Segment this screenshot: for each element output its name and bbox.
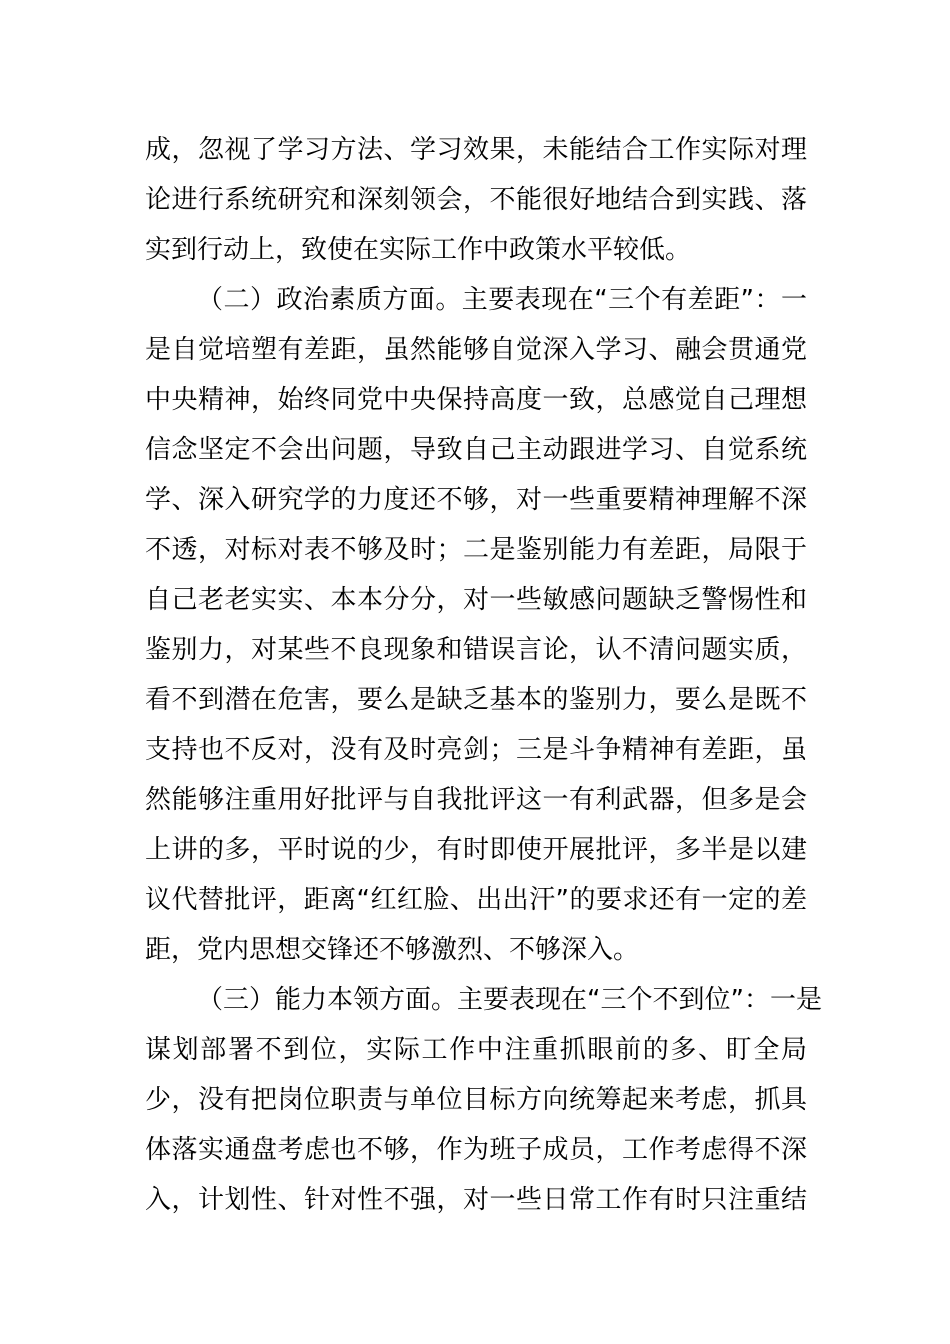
text-line: 自己老老实实、本本分分，对一些敏感问题缺乏警惕性和 bbox=[145, 585, 807, 615]
text-line: 看不到潜在危害，要么是缺乏基本的鉴别力，要么是既不 bbox=[145, 685, 807, 715]
text-line: 距，党内思想交锋还不够激烈、不够深入。 bbox=[145, 935, 640, 965]
section-heading-line: （三）能力本领方面。主要表现在“三个不到位”：一是 bbox=[197, 985, 822, 1015]
section-heading-line: （二）政治素质方面。主要表现在“三个有差距”：一 bbox=[197, 285, 807, 315]
text-line: 上讲的多，平时说的少，有时即使开展批评，多半是以建 bbox=[145, 835, 807, 865]
text-line: 信念坚定不会出问题，导致自己主动跟进学习、自觉系统 bbox=[145, 435, 807, 465]
text-line: 实到行动上，致使在实际工作中政策水平较低。 bbox=[145, 235, 692, 265]
text-line: 论进行系统研究和深刻领会，不能很好地结合到实践、落 bbox=[145, 185, 807, 215]
text-line: 鉴别力，对某些不良现象和错误言论，认不清问题实质， bbox=[145, 635, 807, 665]
text-line: 成，忽视了学习方法、学习效果，未能结合工作实际对理 bbox=[145, 135, 807, 165]
text-line: 中央精神，始终同党中央保持高度一致，总感觉自己理想 bbox=[145, 385, 807, 415]
text-line: 支持也不反对，没有及时亮剑；三是斗争精神有差距，虽 bbox=[145, 735, 807, 765]
text-line: 入，计划性、针对性不强，对一些日常工作有时只注重结 bbox=[145, 1185, 807, 1215]
text-line: 议代替批评，距离“红红脸、出出汗”的要求还有一定的差 bbox=[145, 885, 807, 915]
text-line: 谋划部署不到位，实际工作中注重抓眼前的多、盯全局 bbox=[145, 1035, 807, 1065]
text-line: 然能够注重用好批评与自我批评这一有利武器，但多是会 bbox=[145, 785, 807, 815]
text-line: 是自觉培塑有差距，虽然能够自觉深入学习、融会贯通党 bbox=[145, 335, 807, 365]
text-line: 不透，对标对表不够及时；二是鉴别能力有差距，局限于 bbox=[145, 535, 807, 565]
document-body bbox=[145, 125, 822, 1225]
text-line: 学、深入研究学的力度还不够，对一些重要精神理解不深 bbox=[145, 485, 807, 515]
text-line: 体落实通盘考虑也不够，作为班子成员，工作考虑得不深 bbox=[145, 1135, 807, 1165]
text-line: 少，没有把岗位职责与单位目标方向统筹起来考虑，抓具 bbox=[145, 1085, 807, 1115]
